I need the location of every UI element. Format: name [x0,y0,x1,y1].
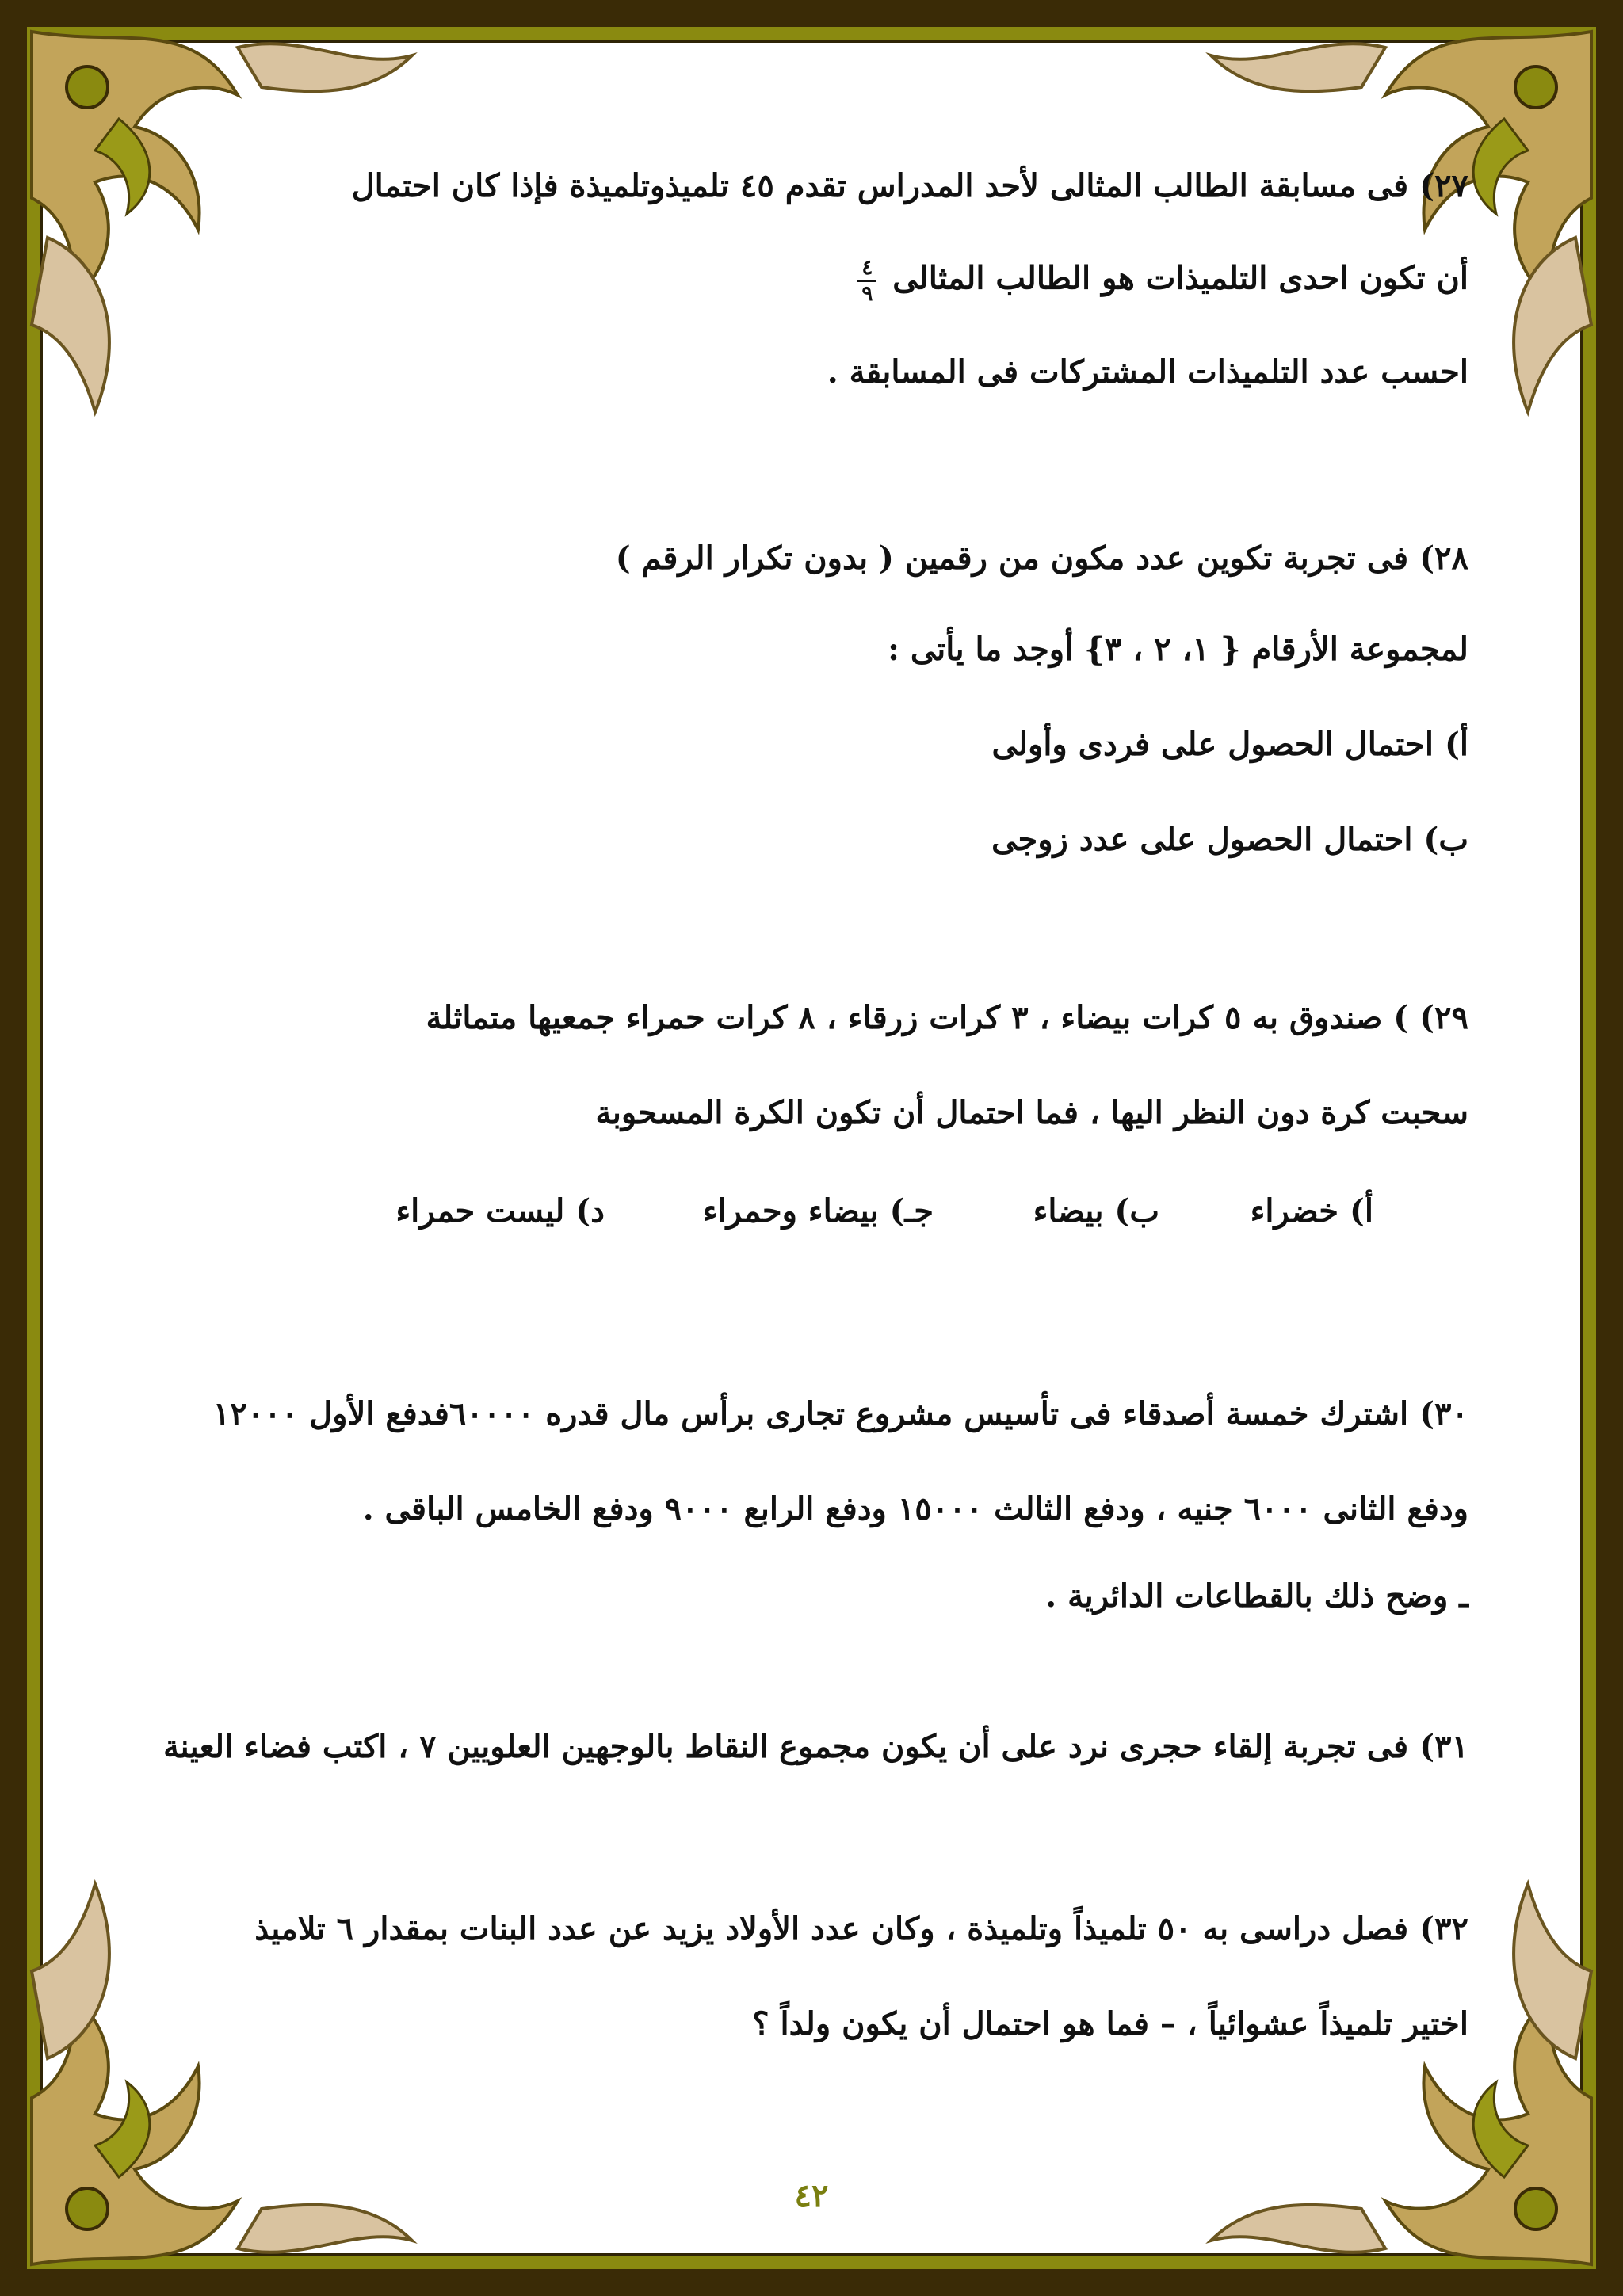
q29-line1: ٢٩) ) صندوق به ٥ كرات بيضاء ، ٣ كرات زرقاء ، ٨ كرات حمراء جمعيها متماثلة [426,999,1468,1036]
q32-line2: اختير تلميذاً عشوائياً ، – فما هو احتمال أن يكون ولداً ؟ [752,2005,1468,2042]
q29-option-a: أ) خضراء [1250,1192,1373,1230]
q29-option-c: جـ) بيضاء وحمراء [702,1192,934,1230]
q27-line1: ٢٧) فى مسابقة الطالب المثالى لأحد المدراس تقدم ٤٥ تلميذوتلميذة فإذا كان احتمال [351,167,1468,204]
q28-line2: لمجموعة الأرقام { ١، ٢ ، ٣} أوجد ما يأتى : [888,631,1468,668]
q31-line1: ٣١) فى تجربة إلقاء حجرى نرد على أن يكون مجموع النقاط بالوجهين العلويين ٧ ، اكتب فضاء العينة [163,1728,1468,1765]
q29-option-b: ب) بيضاء [1033,1192,1159,1230]
q28-line4: ب) احتمال الحصول على عدد زوجى [991,821,1468,858]
q28-line1: ٢٨) فى تجربة تكوين عدد مكون من رقمين ( بدون تكرار الرقم ) [615,540,1468,577]
q28-line3: أ) احتمال الحصول على فردى وأولى [991,726,1468,763]
q27-fraction-numerator: ٤ [861,256,873,280]
q29-option-d: د) ليست حمراء [395,1192,605,1230]
q32-line1: ٣٢) فصل دراسى به ٥٠ تلميذاً وتلميذة ، وكان عدد الأولاد يزيد عن عدد البنات بمقدار ٦ تلاميذ [254,1910,1468,1947]
q27-line2-text: أن تكون احدى التلميذات هو الطالب المثالى [892,259,1468,297]
q30-line1: ٣٠) اشترك خمسة أصدقاء فى تأسيس مشروع تجارى برأس مال قدره ٦٠٠٠٠فدفع الأول ١٢٠٠٠ [212,1395,1468,1432]
q30-line2: ودفع الثانى ٦٠٠٠ جنيه ، ودفع الثالث ١٥٠٠٠ ودفع الرابع ٩٠٠٠ ودفع الخامس الباقى . [362,1490,1468,1527]
q29-line2: سحبت كرة دون النظر اليها ، فما احتمال أن تكون الكرة المسحوبة [595,1094,1468,1131]
q27-line3: احسب عدد التلميذات المشتركات فى المسابقة . [827,353,1468,391]
q30-line3: ـ وضح ذلك بالقطاعات الدائرية . [1045,1577,1468,1615]
q27-fraction-denominator: ٩ [861,282,873,306]
page-number: ٤٢ [794,2177,829,2214]
